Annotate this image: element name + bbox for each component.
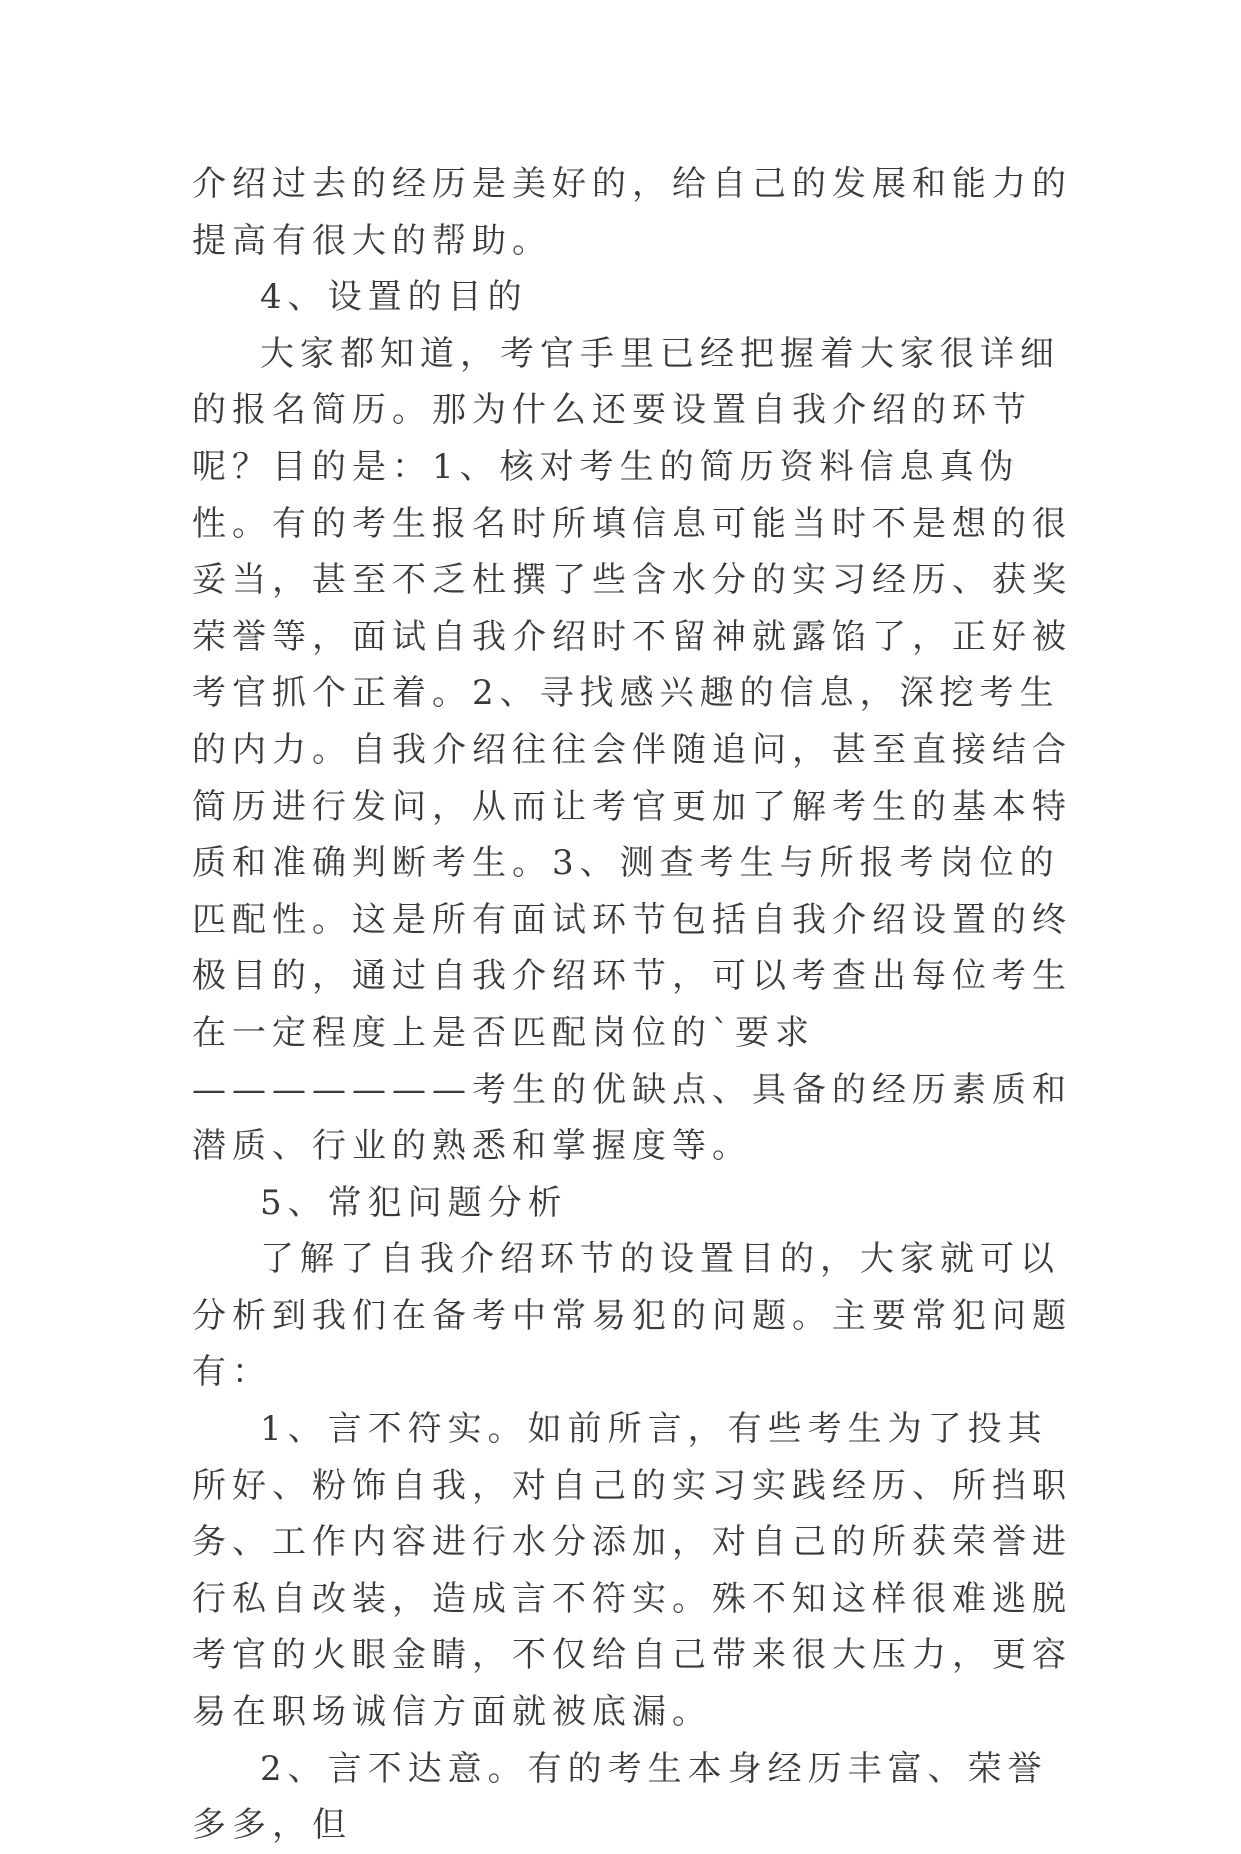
section-heading-purpose: 4、设置的目的 [260, 277, 528, 318]
paragraph: 2、言不达意。有的考生本身经历丰富、荣誉多多，但 [192, 1748, 1048, 1846]
body-text [192, 156, 1072, 1854]
paragraph: 1、言不符实。如前所言，有些考生为了投其所好、粉饰自我，对自己的实习实践经历、所挡职务、工作内容进行水分添加，对自己的所获荣誉进行私自改装，造成言不符实。殊不知这样很难逃脱考官的火眼金睛，不仅给自己带来很大压力，更容易在职场诚信方面就被底漏。 [192, 1409, 1072, 1733]
paragraph: 了解了自我介绍环节的设置目的，大家就可以分析到我们在备考中常易犯的问题。主要常犯问题有： [192, 1239, 1072, 1393]
paragraph: 大家都知道，考官手里已经把握着大家很详细的报名简历。那为什么还要设置自我介绍的环节呢？目的是：1、核对考生的简历资料信息真伪性。有的考生报名时所填信息可能当时不是想的很妥当，甚至不乏杜撰了些含水分的实习经历、获奖荣誉等，面试自我介绍时不留神就露馅了，正好被考官抓个正着。2、寻找感兴趣的信息，深挖考生的内力。自我介绍往往会伴随追问，甚至直接结合简历进行发问，从而让考官更加了解考生的基本特质和准确判断考生。3、测查考生与所报考岗位的匹配性。这是所有面试环节包括自我介绍设置的终极目的，通过自我介绍环节，可以考查出每位考生在一定程度上是否匹配岗位的`要求———————考生的优缺点、具备的经历素质和潜质、行业的熟悉和掌握度等。 [192, 333, 1072, 1167]
section-heading-common-problems: 5、常犯问题分析 [260, 1182, 568, 1223]
paragraph: 介绍过去的经历是美好的，给自己的发展和能力的提高有很大的帮助。 [192, 164, 1072, 261]
